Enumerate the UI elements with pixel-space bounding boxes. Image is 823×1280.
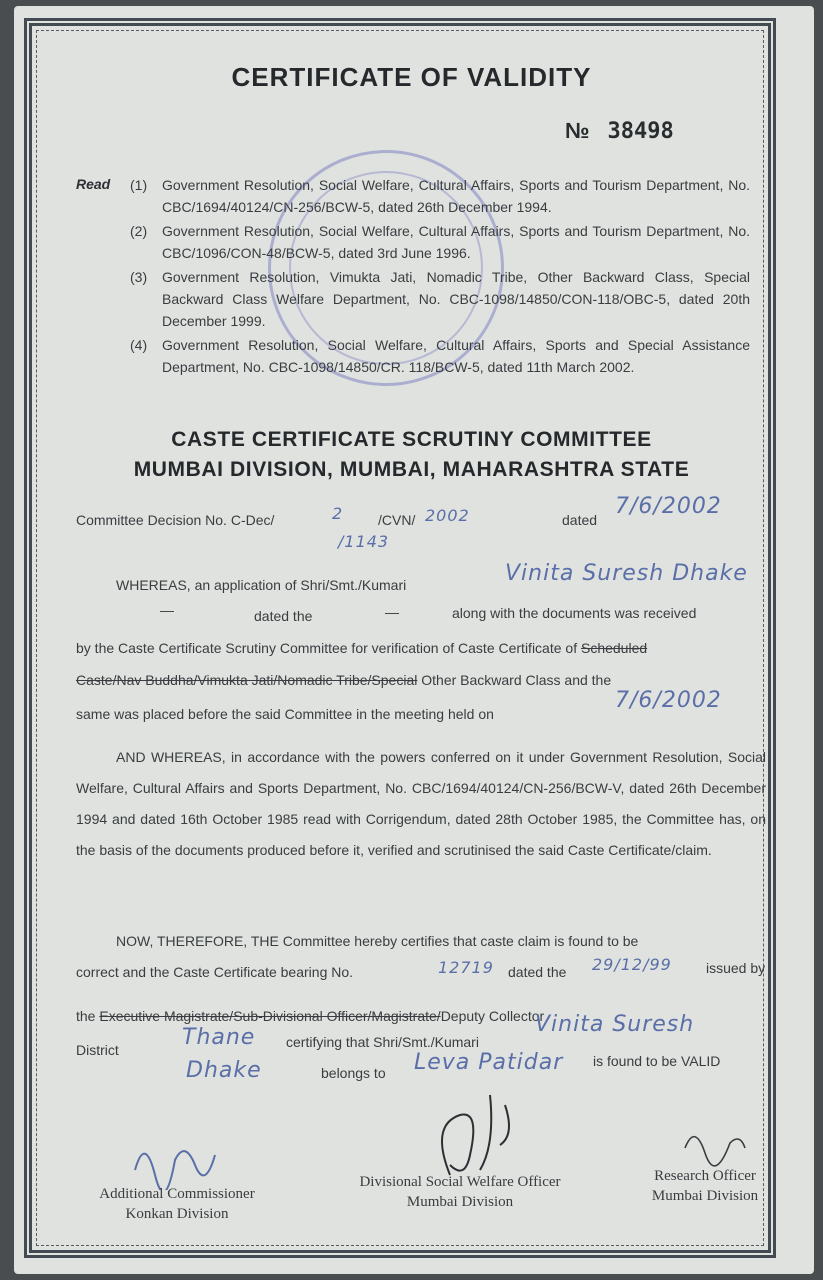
district-label: District [76, 1042, 119, 1058]
cvn-label: /CVN/ [378, 512, 416, 528]
certifying-text: certifying that Shri/Smt./Kumari [286, 1034, 479, 1050]
decision-label: Committee Decision No. C-Dec/ [76, 512, 275, 528]
blank-dash-2: — [385, 604, 399, 620]
reference-text: Government Resolution, Social Welfare, Cultural Affairs, Sports and Special Assistance Department, No. CBC-1098/14850/CR. 118/BCW-5, dated 11th March 2002. [162, 337, 750, 375]
whereas-text: WHEREAS, an application of Shri/Smt./Kumari [116, 577, 407, 593]
decision-date-handwritten: 7/6/2002 [615, 494, 722, 519]
dated-the-label-2: dated the [508, 964, 567, 980]
number-symbol: № [565, 118, 590, 143]
caste-cert-number-handwritten: 12719 [438, 958, 494, 977]
certificate-title: CERTIFICATE OF VALIDITY [231, 62, 592, 92]
verification-text: by the Caste Certificate Scrutiny Committee for verification of Caste Certificate of Scheduled [76, 640, 648, 656]
reference-number: (3) [130, 269, 148, 285]
reference-text: Government Resolution, Social Welfare, Cultural Affairs, Sports and Tourism Department, No. CBC/1694/40124/CN-256/BCW-5, dated 26th December 1994. [162, 177, 750, 215]
valid-text: is found to be VALID [593, 1053, 721, 1069]
issuing-authority-text: the Executive Magistrate/Sub-Divisional Officer/Magistrate/Deputy Collector [76, 1008, 545, 1024]
decision-year-handwritten: 2002 [425, 506, 470, 525]
caste-certificate-bearing-text: correct and the Caste Certificate bearing No. [76, 964, 354, 980]
reference-number: (1) [130, 177, 148, 193]
decision-sub-handwritten: /1143 [338, 532, 390, 551]
signatory-social-welfare-officer: Divisional Social Welfare Officer Mumbai Division [359, 1174, 561, 1210]
category-text: Caste/Nav Buddha/Vimukta Jati/Nomadic Tribe/Special Other Backward Class and the [76, 672, 612, 688]
read-label: Read [76, 176, 111, 192]
certificate-number [565, 118, 674, 144]
signatory-additional-commissioner: Additional Commissioner Konkan Division [99, 1186, 255, 1222]
strikethrough-scheduled: Scheduled [580, 640, 648, 656]
certificate-number-value: 38498 [607, 119, 674, 144]
reference-text: Government Resolution, Social Welfare, Cultural Affairs, Sports and Tourism Department, No. CBC/1096/CON-48/BCW-5, dated 3rd June 1996. [162, 223, 750, 261]
now-therefore-text: NOW, THEREFORE, THE Committee hereby certifies that caste claim is found to be [116, 933, 639, 949]
committee-heading-line1: CASTE CERTIFICATE SCRUTINY COMMITTEE [171, 428, 652, 451]
committee-heading-line2: MUMBAI DIVISION, MUMBAI, MAHARASHTRA STATE [133, 458, 690, 481]
strikethrough-authority: Executive Magistrate/Sub-Divisional Officer/Magistrate/ [99, 1008, 441, 1024]
belongs-to-text: belongs to [321, 1065, 386, 1081]
reference-item [130, 220, 750, 264]
strikethrough-categories: Caste/Nav Buddha/Vimukta Jati/Nomadic Tribe/Special [76, 672, 418, 688]
name-handwritten-line2: Dhake [186, 1058, 262, 1083]
applicant-name-handwritten: Vinita Suresh Dhake [505, 561, 748, 586]
name-handwritten-line1: Vinita Suresh [535, 1012, 695, 1037]
caste-handwritten: Leva Patidar [414, 1050, 564, 1075]
caste-cert-date-handwritten: 29/12/99 [592, 955, 672, 974]
dated-the-label: dated the [254, 608, 313, 624]
references-list [130, 174, 750, 380]
meeting-date-handwritten: 7/6/2002 [615, 688, 722, 713]
reference-item [130, 334, 750, 378]
reference-item [130, 266, 750, 332]
meeting-text: same was placed before the said Committee in the meeting held on [76, 706, 494, 722]
reference-text: Government Resolution, Vimukta Jati, Nomadic Tribe, Other Backward Class, Special Backward Class Welfare Department, No. CBC-1098/14850/CON-118/OBC-5, dated 20th December 1999. [162, 269, 750, 329]
and-whereas-paragraph: AND WHEREAS, in accordance with the powers conferred on it under Government Resolution, Social Welfare, Cultural Affairs and Sports Department, No. CBC/1694/40124/CN-256/BCW-V, dated 26th December 1994 and dated 16th October 1985 read with Corrigendum, dated 28th October 1985, the Committee has, on the basis of the documents produced before it, verified and scrutinised the said Caste Certificate/claim. [76, 749, 766, 858]
blank-dash: — [160, 602, 174, 618]
decision-number-handwritten: 2 [332, 504, 344, 523]
documents-text: along with the documents was received [452, 605, 697, 621]
issued-by-text: issued by [706, 960, 766, 976]
reference-number: (4) [130, 337, 148, 353]
reference-item [130, 174, 750, 218]
district-handwritten: Thane [182, 1025, 256, 1050]
reference-number: (2) [130, 223, 148, 239]
signatory-research-officer: Research Officer Mumbai Division [651, 1168, 759, 1204]
signature-additional-commissioner [125, 1130, 225, 1190]
decision-dated-label: dated [562, 512, 598, 528]
